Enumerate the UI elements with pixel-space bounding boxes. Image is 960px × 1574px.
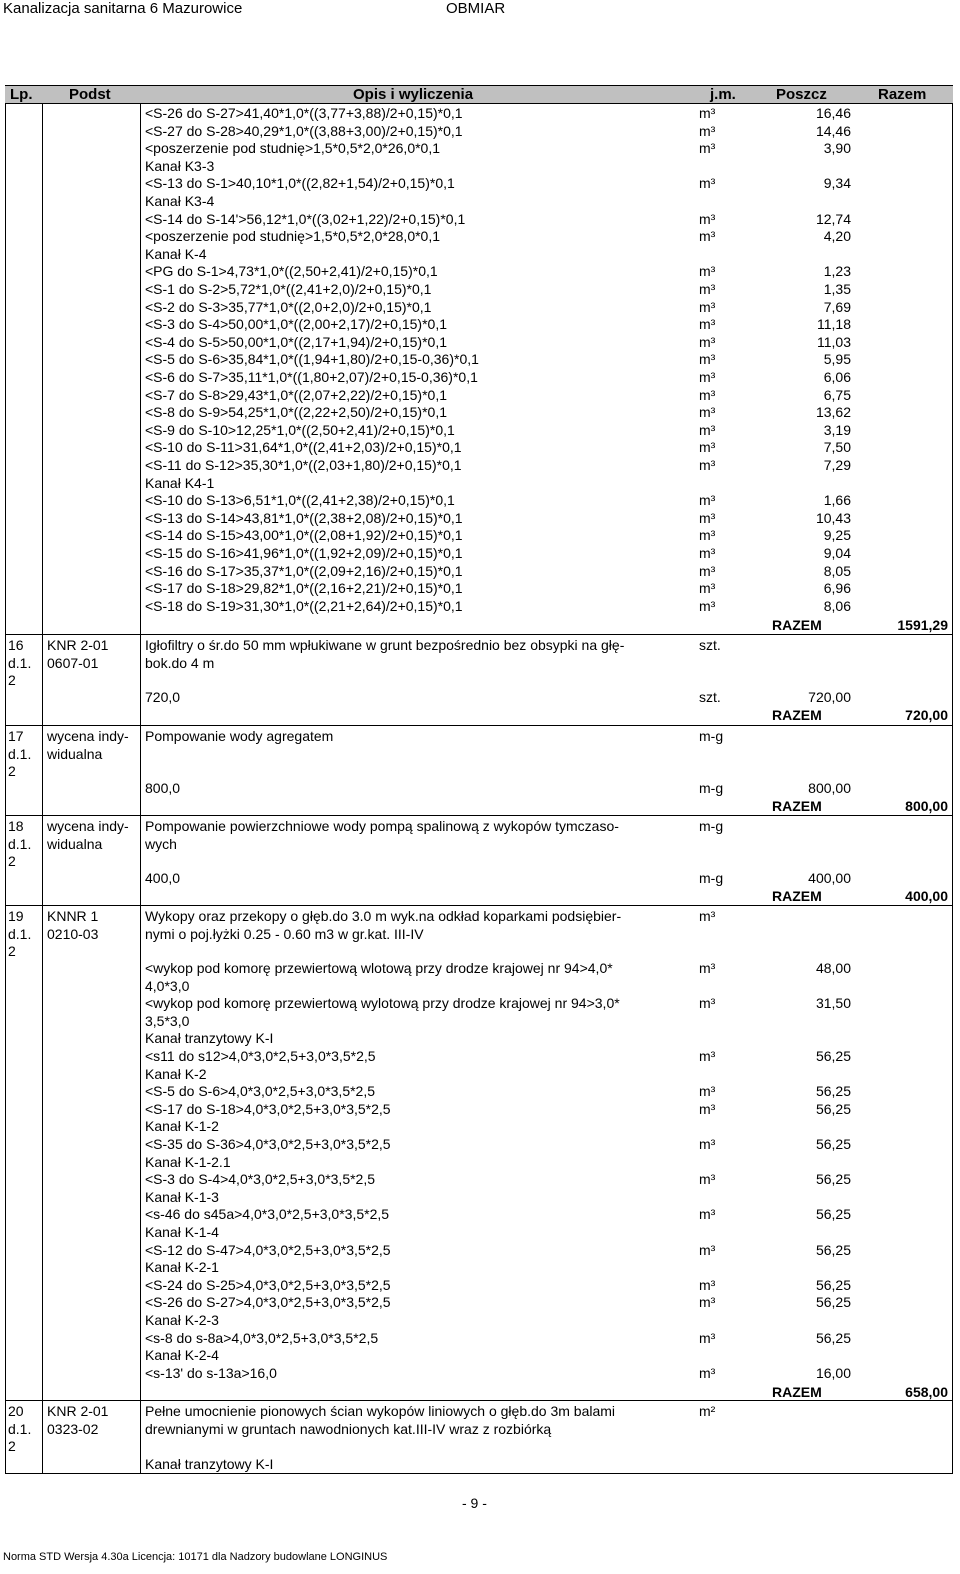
item19-basis: KNNR 1 — [47, 908, 99, 924]
item17-calc: 800,0 — [145, 780, 181, 796]
quantity-cell: 9,25 — [823, 527, 851, 544]
item17-description: Pompowanie wody agregatem — [145, 728, 334, 744]
calc-line-text: <S-15 do S-16>41,96*1,0*((1,92+2,09)/2+0,15)*0,1 — [145, 545, 463, 561]
item18-basis: wycena indy- — [47, 818, 129, 834]
item-separator — [5, 815, 953, 816]
software-footer: Norma STD Wersja 4.30a Licencja: 10171 dla Nadzory budowlane LONGINUS — [3, 1551, 388, 1563]
quantity-cell: 48,00 — [815, 960, 851, 976]
unit-cell: m³ — [699, 580, 716, 597]
quantity-cell: 6,75 — [823, 386, 851, 403]
item18-calc-quantity: 400,00 — [808, 870, 851, 886]
calc-line-text: <S-11 do S-12>35,30*1,0*((2,03+1,80)/2+0,15)*0,1 — [145, 457, 462, 473]
calc-line-text: <S-1 do S-2>5,72*1,0*((2,41+2,0)/2+0,15)*0,1 — [145, 281, 432, 297]
item18-description: wych — [145, 835, 177, 852]
unit-cell: m³ — [699, 1136, 716, 1152]
item19-lp: d.1. — [8, 925, 32, 942]
quantity-cell: 10,43 — [815, 509, 851, 526]
item19-description: Wykopy oraz przekopy o głęb.do 3.0 m wyk.na odkład koparkami podsiębier- — [145, 908, 622, 924]
calc-line-text: <s11 do s12>4,0*3,0*2,5+3,0*3,5*2,5 — [145, 1048, 376, 1064]
unit-cell: m³ — [699, 995, 716, 1012]
calc-line-text: Kanał K3-4 — [145, 193, 215, 209]
calc-line-text: <S-27 do S-28>40,29*1,0*((3,88+3,00)/2+0,15)*0,1 — [145, 122, 463, 139]
razem-value: 400,00 — [905, 887, 948, 904]
quantity-cell: 13,62 — [815, 404, 851, 421]
quantity-cell: 1,23 — [823, 263, 851, 280]
unit-cell: m³ — [699, 140, 716, 157]
razem-label: RAZEM — [772, 797, 822, 814]
quantity-cell: 11,03 — [817, 333, 851, 350]
item18-calc-unit: m-g — [699, 870, 724, 886]
item18-lp: d.1. — [8, 835, 32, 852]
item-separator — [5, 1473, 953, 1474]
item18-lp: 2 — [8, 853, 16, 870]
unit-cell: m³ — [699, 562, 716, 579]
calc-line-text: Kanał K-2-3 — [145, 1312, 219, 1328]
calc-line-text: <wykop pod komorę przewiertową wlotową przy drodze krajowej nr 94>4,0* — [145, 960, 613, 976]
item18-unit: m-g — [699, 818, 724, 834]
calc-line-text: <S-14 do S-14'>56,12*1,0*((3,02+1,22)/2+0,15)*0,1 — [145, 210, 466, 227]
quantity-cell: 9,04 — [823, 545, 851, 561]
calc-line-text: <S-10 do S-13>6,51*1,0*((2,41+2,38)/2+0,15)*0,1 — [145, 492, 455, 509]
quantity-cell: 1,35 — [823, 281, 851, 297]
calc-line-text: <S-2 do S-3>35,77*1,0*((2,0+2,0)/2+0,15)*0,1 — [145, 298, 432, 315]
item18-calc: 400,0 — [145, 870, 181, 886]
item-separator — [5, 905, 953, 906]
unit-cell: m³ — [699, 457, 716, 473]
quantity-cell: 12,74 — [815, 210, 851, 227]
razem-value: 720,00 — [905, 706, 948, 723]
unit-cell: m³ — [699, 1171, 716, 1188]
calc-line-text: Kanał K-1-2 — [145, 1118, 219, 1135]
calc-line-text: Kanał K-2-4 — [145, 1347, 219, 1364]
item16-unit: szt. — [699, 637, 721, 653]
calc-line-text: <S-5 do S-6>4,0*3,0*2,5+3,0*3,5*2,5 — [145, 1083, 376, 1100]
quantity-cell: 1,66 — [823, 492, 851, 509]
col-lp: Lp. — [10, 86, 33, 103]
calc-line-text: <S-35 do S-36>4,0*3,0*2,5+3,0*3,5*2,5 — [145, 1136, 391, 1152]
item17-unit: m-g — [699, 728, 724, 744]
calc-line-text: <S-5 do S-6>35,84*1,0*((1,94+1,80)/2+0,15-0,36)*0,1 — [145, 351, 479, 368]
unit-cell: m³ — [699, 263, 716, 280]
quantity-cell: 3,90 — [823, 140, 851, 157]
item16-lp: 2 — [8, 672, 16, 689]
unit-cell: m³ — [699, 316, 716, 333]
calc-line-text: Kanał K-1-2.1 — [145, 1153, 231, 1170]
calc-line-text: <S-13 do S-1>40,10*1,0*((2,82+1,54)/2+0,15)*0,1 — [145, 175, 455, 192]
unit-cell: m³ — [699, 1083, 716, 1100]
calc-line-text: <S-26 do S-27>4,0*3,0*2,5+3,0*3,5*2,5 — [145, 1294, 391, 1311]
calc-line-text: <s-13' do s-13a>16,0 — [145, 1364, 277, 1381]
item16-lp: d.1. — [8, 654, 32, 671]
quantity-cell: 56,25 — [815, 1329, 851, 1346]
item17-basis: widualna — [47, 745, 103, 762]
quantity-cell: 56,25 — [815, 1048, 851, 1064]
table-border-right — [952, 103, 953, 1473]
razem-label: RAZEM — [772, 887, 822, 904]
unit-cell: m³ — [699, 122, 716, 139]
table-border-left — [5, 103, 6, 1473]
quantity-cell: 56,25 — [815, 1171, 851, 1188]
unit-cell: m³ — [699, 597, 716, 614]
item18-lp: 18 — [8, 818, 24, 834]
quantity-cell: 11,18 — [817, 316, 851, 333]
unit-cell: m³ — [699, 351, 716, 368]
item17-calc-unit: m-g — [699, 780, 724, 796]
unit-cell: m³ — [699, 509, 716, 526]
column-header-row — [5, 85, 953, 104]
item16-lp: 16 — [8, 637, 24, 653]
calc-line-text: Kanał tranzytowy K-I — [145, 1030, 274, 1047]
item16-calc-unit: szt. — [699, 689, 721, 705]
unit-cell: m³ — [699, 439, 716, 456]
calc-line-text: <S-24 do S-25>4,0*3,0*2,5+3,0*3,5*2,5 — [145, 1276, 391, 1293]
item16-calc: 720,0 — [145, 689, 181, 705]
quantity-cell: 8,05 — [823, 562, 851, 579]
calc-line-text: <wykop pod komorę przewiertową wylotową przy drodze krajowej nr 94>3,0* — [145, 995, 620, 1012]
item20-lp: d.1. — [8, 1420, 32, 1437]
razem-value: 658,00 — [905, 1384, 948, 1400]
razem-value: 800,00 — [905, 797, 948, 814]
quantity-cell: 7,29 — [823, 457, 851, 473]
quantity-cell: 56,25 — [815, 1241, 851, 1258]
quantity-cell: 16,00 — [815, 1364, 851, 1381]
item20-description: drewnianymi w gruntach nawodnionych kat.III-IV wraz z rozbiórką — [145, 1420, 552, 1437]
calc-line-text: Kanał K-1-4 — [145, 1224, 219, 1240]
calc-line-text: <S-16 do S-17>35,37*1,0*((2,09+2,16)/2+0,15)*0,1 — [145, 562, 463, 579]
document-type: OBMIAR — [446, 0, 506, 17]
quantity-cell: 14,46 — [815, 122, 851, 139]
calc-line-text: <S-3 do S-4>4,0*3,0*2,5+3,0*3,5*2,5 — [145, 1171, 376, 1188]
item20-basis: 0323-02 — [47, 1420, 99, 1437]
quantity-cell: 56,25 — [815, 1100, 851, 1117]
quantity-cell: 3,19 — [823, 421, 851, 438]
item16-basis: KNR 2-01 — [47, 637, 109, 653]
calc-line-text: <poszerzenie pod studnię>1,5*0,5*2,0*28,0*0,1 — [145, 228, 441, 245]
calc-line-text: Kanał K-1-3 — [145, 1188, 219, 1205]
unit-cell: m³ — [699, 492, 716, 509]
unit-cell: m³ — [699, 105, 716, 121]
calc-line-text: <S-4 do S-5>50,00*1,0*((2,17+1,94)/2+0,15)*0,1 — [145, 333, 447, 350]
unit-cell: m³ — [699, 175, 716, 192]
razem-label: RAZEM — [772, 706, 822, 723]
item20-description: Pełne umocnienie pionowych ścian wykopów liniowych o głęb.do 3m balami — [145, 1403, 616, 1419]
calc-line-text: <s-46 do s45a>4,0*3,0*2,5+3,0*3,5*2,5 — [145, 1206, 390, 1223]
unit-cell: m³ — [699, 281, 716, 297]
col-poszcz: Poszcz — [776, 86, 827, 103]
calc-line-text: <S-17 do S-18>4,0*3,0*2,5+3,0*3,5*2,5 — [145, 1100, 391, 1117]
unit-cell: m³ — [699, 1329, 716, 1346]
item17-basis: wycena indy- — [47, 728, 129, 744]
item16-description: Igłofiltry o śr.do 50 mm wpłukiwane w grunt bezpośrednio bez obsypki na głę- — [145, 637, 625, 653]
calc-line-text: Kanał K3-3 — [145, 157, 215, 174]
col-razem: Razem — [878, 86, 927, 103]
column-divider-podst — [140, 103, 141, 1473]
calc-line-text: <poszerzenie pod studnię>1,5*0,5*2,0*26,0*0,1 — [145, 140, 441, 157]
quantity-cell: 56,25 — [815, 1294, 851, 1311]
quantity-cell: 5,95 — [823, 351, 851, 368]
calc-line-text: <S-26 do S-27>41,40*1,0*((3,77+3,88)/2+0,15)*0,1 — [145, 105, 463, 121]
razem-label: RAZEM — [772, 617, 822, 633]
calc-line-text: <S-3 do S-4>50,00*1,0*((2,00+2,17)/2+0,15)*0,1 — [145, 316, 447, 333]
unit-cell: m³ — [699, 527, 716, 544]
quantity-cell: 6,96 — [823, 580, 851, 597]
item17-lp: 17 — [8, 728, 24, 744]
quantity-cell: 56,25 — [815, 1276, 851, 1293]
unit-cell: m³ — [699, 386, 716, 403]
calc-line-text: <S-6 do S-7>35,11*1,0*((1,80+2,07)/2+0,15-0,36)*0,1 — [145, 369, 478, 385]
unit-cell: m³ — [699, 1206, 716, 1223]
item20-unit: m² — [699, 1403, 716, 1419]
col-jm: j.m. — [710, 86, 736, 103]
item-separator — [5, 634, 953, 635]
calc-line-text: Kanał K4-1 — [145, 474, 215, 491]
item20-lp: 20 — [8, 1403, 24, 1419]
item20-basis: KNR 2-01 — [47, 1403, 109, 1419]
item19-lp: 2 — [8, 943, 16, 960]
razem-value: 1591,29 — [897, 617, 948, 633]
quantity-cell: 56,25 — [815, 1083, 851, 1100]
page-number: - 9 - — [462, 1495, 487, 1511]
unit-cell: m³ — [699, 1048, 716, 1064]
calc-line-text: <S-9 do S-10>12,25*1,0*((2,50+2,41)/2+0,15)*0,1 — [145, 421, 455, 438]
quantity-cell: 9,34 — [823, 175, 851, 192]
quantity-cell: 56,25 — [815, 1206, 851, 1223]
unit-cell: m³ — [699, 1364, 716, 1381]
unit-cell: m³ — [699, 545, 716, 561]
calc-line-text: 3,5*3,0 — [145, 1012, 190, 1029]
quantity-cell: 56,25 — [815, 1136, 851, 1152]
item17-lp: 2 — [8, 763, 16, 780]
item16-description: bok.do 4 m — [145, 654, 215, 671]
calc-line-text: <S-10 do S-11>31,64*1,0*((2,41+2,03)/2+0,15)*0,1 — [145, 439, 462, 456]
quantity-cell: 8,06 — [823, 597, 851, 614]
item-separator — [5, 725, 953, 726]
unit-cell: m³ — [699, 421, 716, 438]
calc-line-text: <S-14 do S-15>43,00*1,0*((2,08+1,92)/2+0,15)*0,1 — [145, 527, 463, 544]
calc-line-text: Kanał K-2-1 — [145, 1259, 219, 1276]
item19-basis: 0210-03 — [47, 925, 99, 942]
quantity-cell: 7,69 — [823, 298, 851, 315]
unit-cell: m³ — [699, 1100, 716, 1117]
unit-cell: m³ — [699, 210, 716, 227]
unit-cell: m³ — [699, 333, 716, 350]
unit-cell: m³ — [699, 369, 716, 385]
calc-line-text: <S-7 do S-8>29,43*1,0*((2,07+2,22)/2+0,15)*0,1 — [145, 386, 447, 403]
calc-line-text: Kanał K-4 — [145, 245, 207, 262]
unit-cell: m³ — [699, 1241, 716, 1258]
item17-lp: d.1. — [8, 745, 32, 762]
calc-line-text: <S-13 do S-14>43,81*1,0*((2,38+2,08)/2+0,15)*0,1 — [145, 509, 463, 526]
item16-basis: 0607-01 — [47, 654, 99, 671]
item18-basis: widualna — [47, 835, 103, 852]
quantity-cell: 31,50 — [815, 995, 851, 1012]
quantity-cell: 4,20 — [823, 228, 851, 245]
item20-calc-line: Kanał tranzytowy K-I — [145, 1456, 274, 1472]
item16-calc-quantity: 720,00 — [808, 689, 851, 705]
calc-line-text: <S-8 do S-9>54,25*1,0*((2,22+2,50)/2+0,15)*0,1 — [145, 404, 447, 421]
column-divider-lp — [42, 103, 43, 1473]
item17-calc-quantity: 800,00 — [808, 780, 851, 796]
calc-line-text: <S-12 do S-47>4,0*3,0*2,5+3,0*3,5*2,5 — [145, 1241, 391, 1258]
quantity-cell: 7,50 — [823, 439, 851, 456]
quantity-cell: 16,46 — [815, 105, 851, 121]
item-separator — [5, 1400, 953, 1401]
unit-cell: m³ — [699, 960, 716, 976]
item19-description: nymi o poj.łyżki 0.25 - 0.60 m3 w gr.kat. III-IV — [145, 925, 424, 942]
quantity-cell: 6,06 — [823, 369, 851, 385]
item20-lp: 2 — [8, 1438, 16, 1455]
col-opis: Opis i wyliczenia — [353, 86, 474, 103]
calc-line-text: 4,0*3,0 — [145, 977, 190, 994]
calc-line-text: <s-8 do s-8a>4,0*3,0*2,5+3,0*3,5*2,5 — [145, 1329, 379, 1346]
calc-line-text: Kanał K-2 — [145, 1065, 207, 1082]
calc-line-text: <S-17 do S-18>29,82*1,0*((2,16+2,21)/2+0,15)*0,1 — [145, 580, 463, 597]
unit-cell: m³ — [699, 1294, 716, 1311]
project-title: Kanalizacja sanitarna 6 Mazurowice — [3, 0, 243, 17]
razem-label: RAZEM — [772, 1384, 822, 1400]
item19-lp: 19 — [8, 908, 24, 924]
unit-cell: m³ — [699, 1276, 716, 1293]
item19-unit: m³ — [699, 908, 716, 924]
col-podst: Podst — [69, 86, 111, 103]
unit-cell: m³ — [699, 228, 716, 245]
unit-cell: m³ — [699, 298, 716, 315]
calc-line-text: <S-18 do S-19>31,30*1,0*((2,21+2,64)/2+0,15)*0,1 — [145, 597, 463, 614]
item18-description: Pompowanie powierzchniowe wody pompą spalinową z wykopów tymczaso- — [145, 818, 619, 834]
calc-line-text: <PG do S-1>4,73*1,0*((2,50+2,41)/2+0,15)*0,1 — [145, 263, 438, 280]
unit-cell: m³ — [699, 404, 716, 421]
